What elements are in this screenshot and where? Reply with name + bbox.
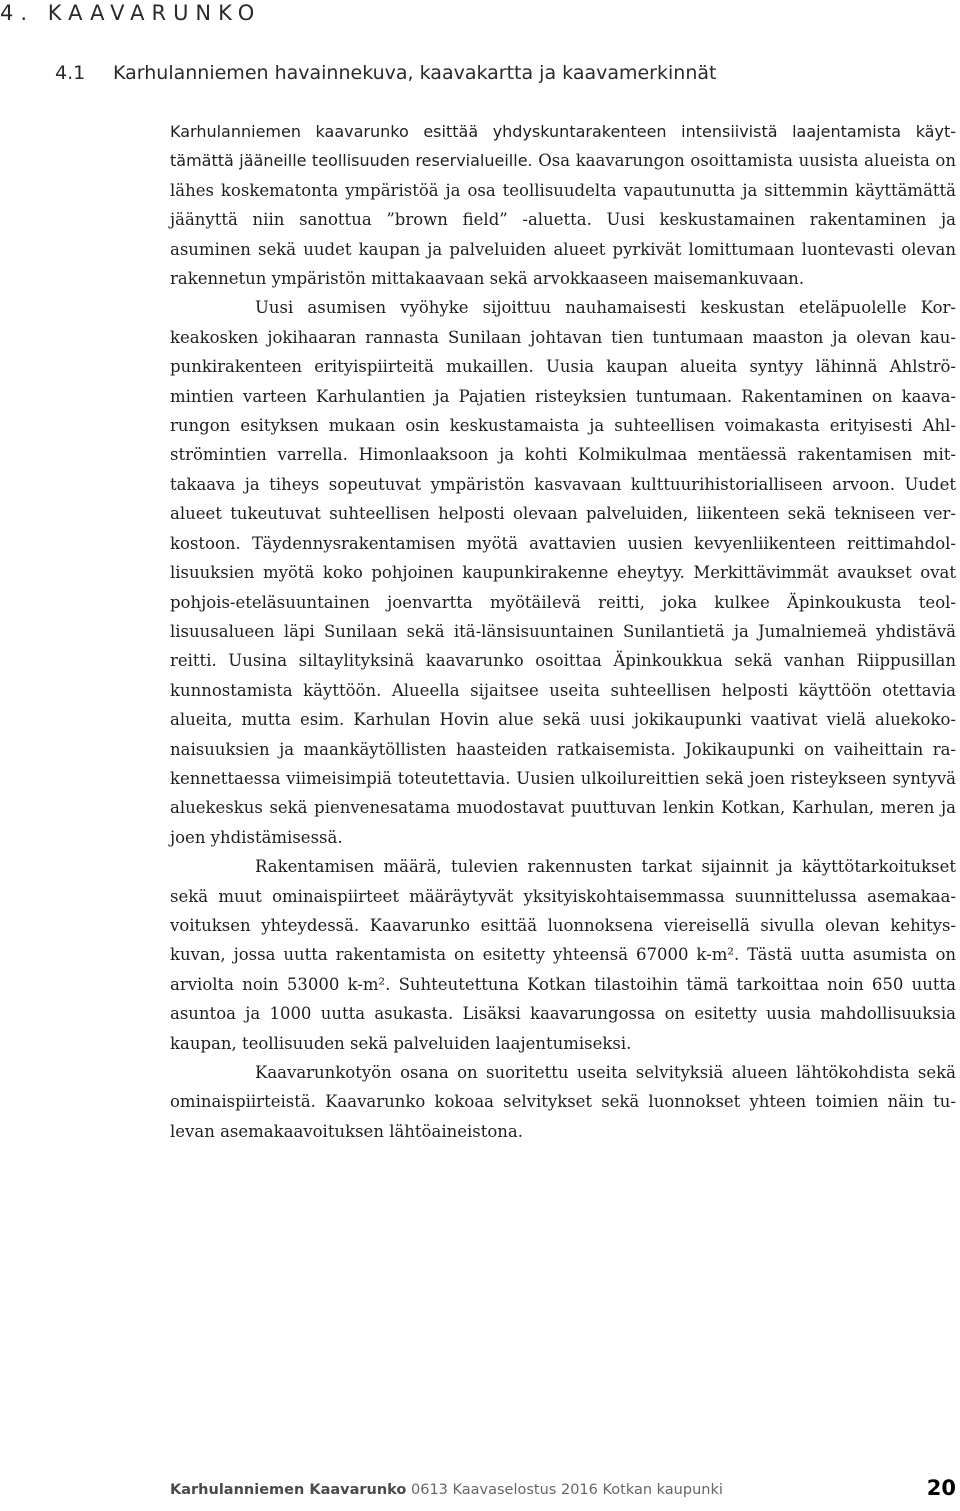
body-text — [170, 117, 956, 1146]
paragraph-2: Uusi asumisen vyöhyke sijoittuu nauhamaisesti keskustan eteläpuolelle Korkeakosken jokihaaran rannasta Sunilaan johtavan tien tuntumaan maaston ja olevan kaupunkirakenteen erityispiirteitä mukaillen. Uusia kaupan alueita syntyy lähinnä Ahlströmintien varteen Karhulantien ja Pajatien risteyksien tuntumaan. Rakentaminen on kaavarungon esityksen mukaan osin keskustamaista ja suhteellisen voimakasta erityisesti Ahlströmintien varrella. Himonlaaksoon ja kohti Kolmikulmaa mentäessä rakentamisen mittakaava ja tiheys sopeutuvat ympäristön kasvavaan kulttuurihistorialliseen arvoon. Uudet alueet tukeutuvat suhteellisen helposti olevaan palveluiden, liikenteen sekä tekniseen verkostoon. Täydennysrakentamisen myötä avattavien uusien kevyenliikenteen reittimahdollisuuksien myötä koko pohjoinen kaupunkirakenne eheytyy. Merkittävimmät avaukset ovat pohjois-eteläsuuntainen joenvartta myötäilevä reitti, joka kulkee Äpinkoukusta teollisuusalueen läpi Sunilaan sekä itä-länsisuuntainen Sunilantietä ja Jumalniemeä yhdistävä reitti. Uusina siltaylityksinä kaavarunko osoittaa Äpinkoukkua sekä vanhan Riippusillan kunnostamista käyttöön. Alueella sijaitsee useita suhteellisen helposti käyttöön otettavia alueita, mutta esim. Karhulan Hovin alue sekä uusi jokikaupunki vaativat vielä aluekokonaisuuksien ja maankäytöllisten haasteiden ratkaisemista. Jokikaupunki on vaiheittain rakennettaessa viimeisimpiä toteutettavia. Uusien ulkoilureittien sekä joen risteykseen syntyvä aluekeskus sekä pienvenesatama muodostavat puuttuvan lenkin Kotkan, Karhulan, meren ja joen yhdistämisessä. — [170, 298, 956, 847]
section-heading — [55, 60, 716, 86]
paragraph-1 — [170, 117, 956, 293]
section-number: 4.1 — [55, 62, 86, 84]
footer-title-bold: Karhulanniemen Kaavarunko — [170, 1482, 407, 1498]
page-footer — [170, 1476, 960, 1506]
footer-title-rest: 0613 Kaavaselostus 2016 Kotkan kaupunki — [406, 1482, 723, 1498]
paragraph-3: Rakentamisen määrä, tulevien rakennusten tarkat sijainnit ja käyttötarkoitukset sekä muut ominaispiirteet määräytyvät yksityiskohtaisemmassa suunnittelussa asemakaavoituksen yhteydessä. Kaavarunko esittää luonnoksena viereisellä sivulla olevan kehityskuvan, jossa uutta rakentamista on esitetty yhteensä 67000 k-m². Tästä uutta asumista on arviolta noin 53000 k-m². Suhteutettuna Kotkan tilastoihin tämä tarkoittaa noin 650 uutta asuntoa ja 1000 uutta asukasta. Lisäksi kaavarungossa on esitetty uusia mahdollisuuksia kaupan, teollisuuden sekä palveluiden laajentumiseksi. — [170, 857, 956, 1053]
section-title: Karhulanniemen havainnekuva, kaavakartta ja kaavamerkinnät — [113, 62, 717, 84]
paragraph-1-lead: Karhulanniemen kaavarunko esittää yhdyskuntarakenteen intensiivistä laajentamista käyttämättä jääneille teollisuuden reservialueille. — [170, 122, 956, 171]
paragraph-4: Kaavarunkotyön osana on suoritettu useita selvityksiä alueen lähtökohdista sekä ominaispiirteistä. Kaavarunko kokoaa selvitykset sekä luonnokset yhteen toimien näin tulevan asemakaavoituksen lähtöaineistona. — [170, 1063, 956, 1141]
page-number: 20 — [926, 1476, 956, 1500]
chapter-heading: 4. KAAVARUNKO — [0, 1, 262, 25]
footer-document-title — [170, 1482, 723, 1498]
paragraph-1-rest: Osa kaavarungon osoittamista uusista alueista on lähes koskematonta ympäristöä ja osa teollisuudelta vapautunutta ja sittemmin käyttämättä jäänyttä niin sanottua ”brown field” -aluetta. Uusi keskustamainen rakentaminen ja asuminen sekä uudet kaupan ja palveluiden alueet pyrkivät lomittumaan luontevasti olevan rakennetun ympäristön mittakaavaan sekä arvokkaaseen maisemankuvaan. — [170, 151, 956, 289]
